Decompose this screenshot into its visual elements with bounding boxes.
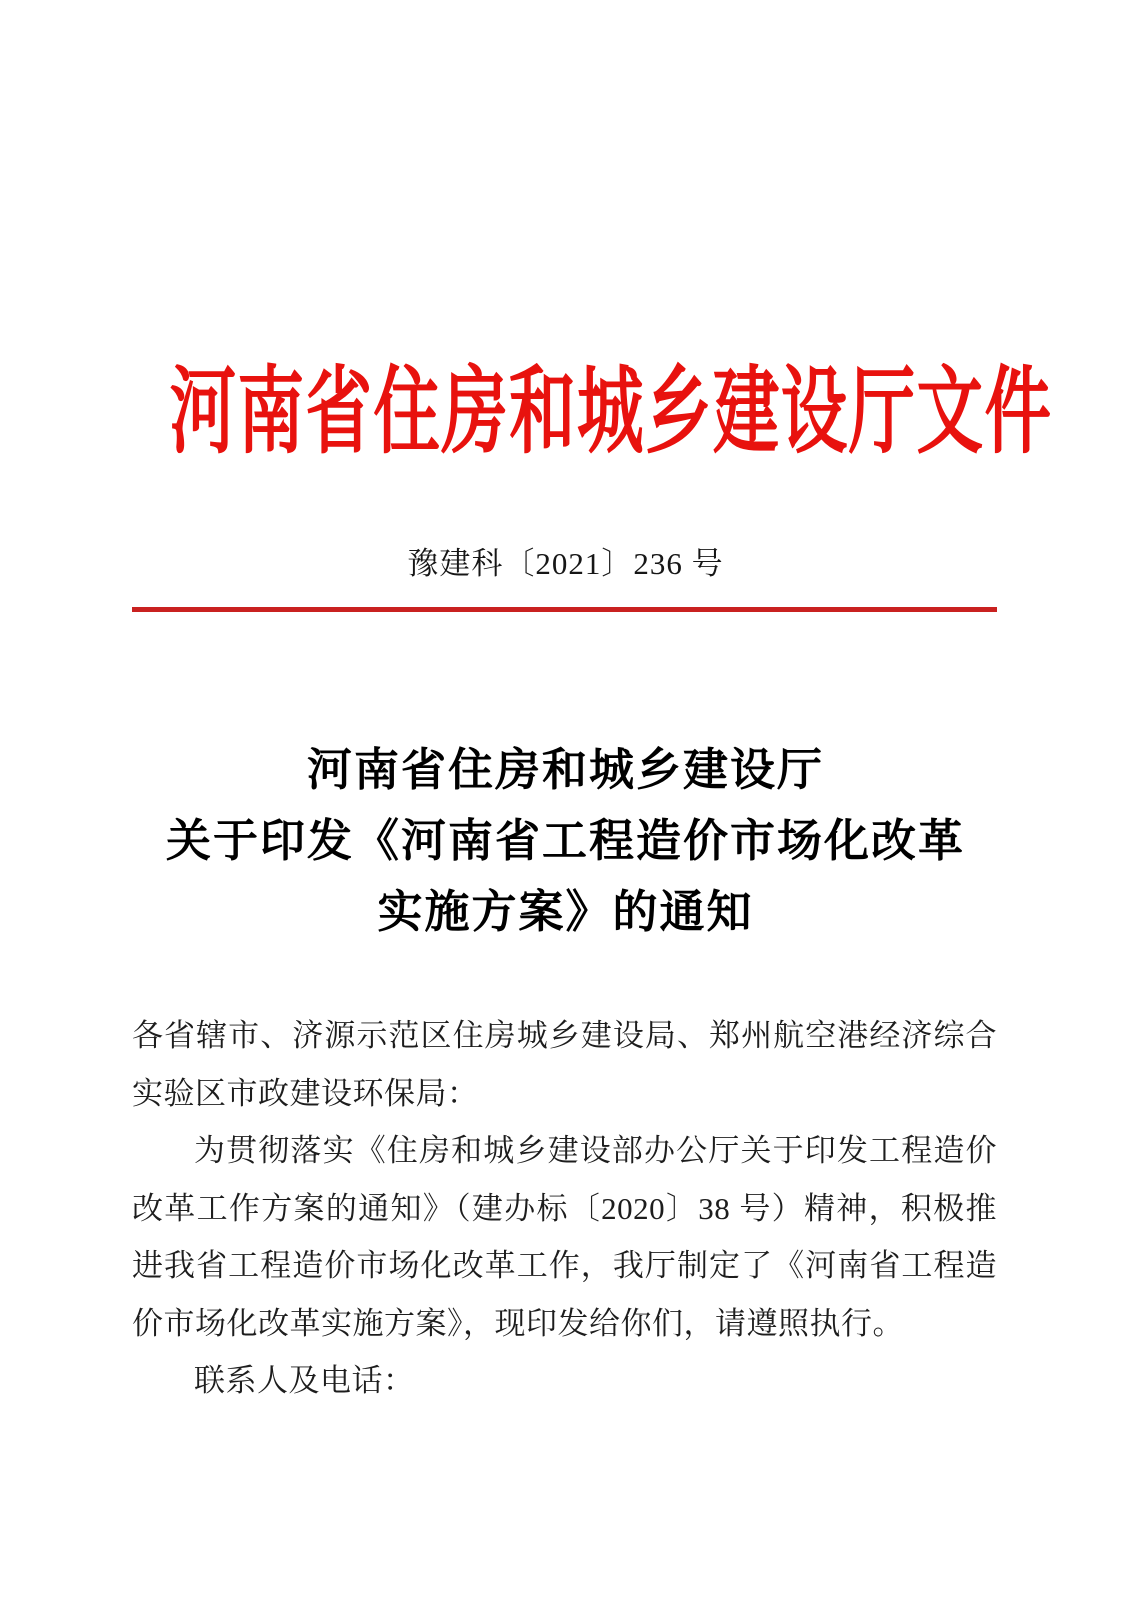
body-paragraph: 为贯彻落实《住房和城乡建设部办公厅关于印发工程造价改革工作方案的通知》（建办标〔2020〕38 号）精神，积极推进我省工程造价市场化改革工作，我厅制定了《河南省工程造价市场化改革实施方案》，现印发给你们，请遵照执行。	[132, 1133, 997, 1341]
salutation-line: 各省辖市、济源示范区住房城乡建设局、郑州航空港经济综合实验区市政建设环保局：	[132, 1018, 997, 1111]
document-title	[0, 735, 1131, 948]
contact-line: 联系人及电话：	[194, 1363, 415, 1398]
title-line-2: 关于印发《河南省工程造价市场化改革	[165, 816, 965, 866]
masthead-title: 河南省住房和城乡建设厅文件	[169, 359, 1053, 465]
title-line-3: 实施方案》的通知	[377, 887, 754, 937]
red-divider-line	[132, 607, 997, 612]
document-number: 豫建科〔2021〕236 号	[407, 546, 724, 581]
title-line-1: 河南省住房和城乡建设厅	[306, 745, 824, 795]
document-body	[132, 1007, 997, 1410]
